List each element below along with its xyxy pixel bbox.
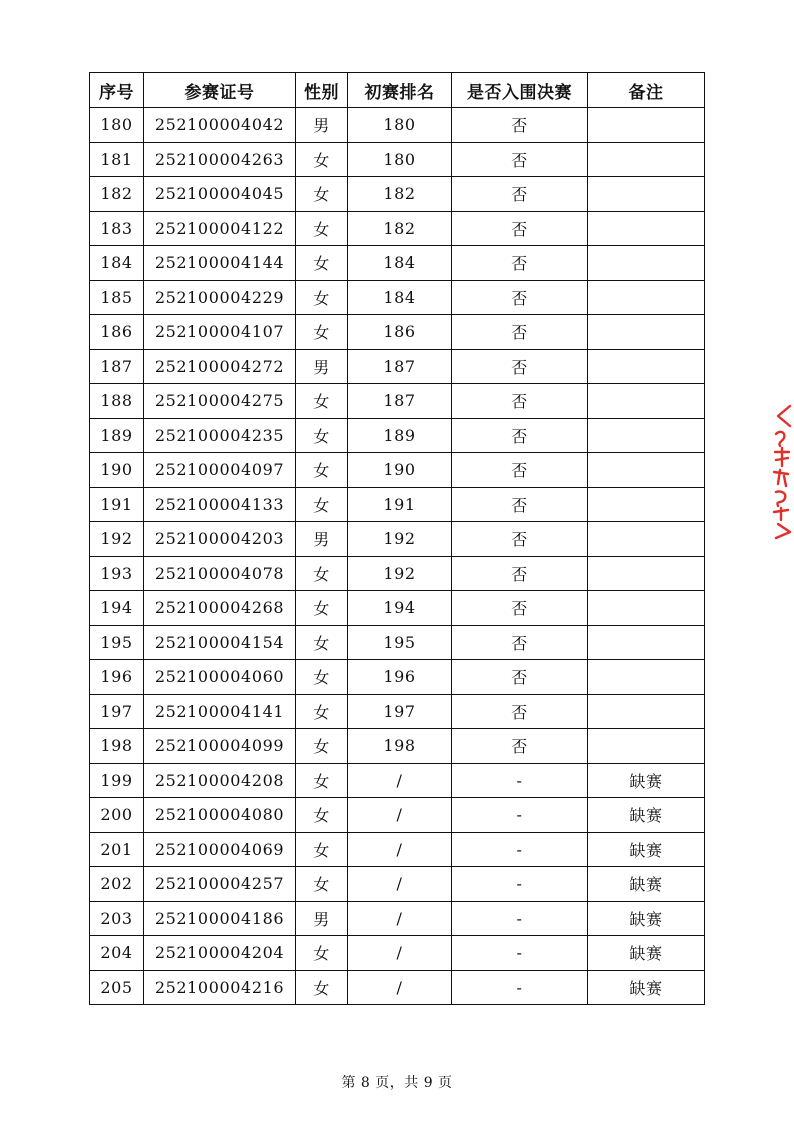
- cell-prelim-rank: 182: [348, 177, 452, 212]
- cell-remarks: [588, 142, 705, 177]
- cell-gender: 女: [296, 694, 348, 729]
- table-row: [90, 763, 705, 798]
- cell-remarks: [588, 384, 705, 419]
- cell-finals-qualified: -: [452, 901, 588, 936]
- cell-finals-qualified: -: [452, 936, 588, 971]
- cell-remarks: [588, 556, 705, 591]
- cell-finals-qualified: 否: [452, 349, 588, 384]
- table-row: [90, 384, 705, 419]
- table-row: [90, 591, 705, 626]
- cell-remarks: [588, 487, 705, 522]
- table-row: [90, 694, 705, 729]
- cell-entry-id: 252100004078: [144, 556, 296, 591]
- cell-finals-qualified: 否: [452, 142, 588, 177]
- cell-gender: 男: [296, 349, 348, 384]
- cell-remarks: [588, 349, 705, 384]
- cell-finals-qualified: 否: [452, 108, 588, 143]
- table-row: [90, 315, 705, 350]
- cell-entry-id: 252100004229: [144, 280, 296, 315]
- cell-prelim-rank: 180: [348, 142, 452, 177]
- cell-entry-id: 252100004235: [144, 418, 296, 453]
- table-row: [90, 453, 705, 488]
- cell-finals-qualified: -: [452, 970, 588, 1005]
- cell-finals-qualified: 否: [452, 729, 588, 764]
- cell-gender: 男: [296, 901, 348, 936]
- cell-finals-qualified: 否: [452, 211, 588, 246]
- cell-entry-id: 252100004154: [144, 625, 296, 660]
- cell-remarks: [588, 108, 705, 143]
- table-row: [90, 211, 705, 246]
- cell-gender: 女: [296, 763, 348, 798]
- cell-remarks: [588, 315, 705, 350]
- cell-finals-qualified: 否: [452, 487, 588, 522]
- cell-finals-qualified: -: [452, 763, 588, 798]
- cell-serial-number: 200: [90, 798, 144, 833]
- cell-gender: 男: [296, 522, 348, 557]
- cell-gender: 女: [296, 625, 348, 660]
- cell-remarks: [588, 418, 705, 453]
- cell-remarks: 缺赛: [588, 798, 705, 833]
- cell-finals-qualified: 否: [452, 246, 588, 281]
- cell-finals-qualified: 否: [452, 384, 588, 419]
- cell-prelim-rank: 190: [348, 453, 452, 488]
- cell-serial-number: 189: [90, 418, 144, 453]
- cell-prelim-rank: /: [348, 867, 452, 902]
- cell-finals-qualified: -: [452, 798, 588, 833]
- table-row: [90, 901, 705, 936]
- cell-gender: 女: [296, 832, 348, 867]
- table-row: [90, 660, 705, 695]
- cell-gender: 女: [296, 487, 348, 522]
- cell-finals-qualified: -: [452, 832, 588, 867]
- cell-entry-id: 252100004141: [144, 694, 296, 729]
- cell-serial-number: 182: [90, 177, 144, 212]
- cell-finals-qualified: 否: [452, 660, 588, 695]
- cell-finals-qualified: -: [452, 867, 588, 902]
- cell-remarks: [588, 177, 705, 212]
- cell-finals-qualified: 否: [452, 418, 588, 453]
- cell-entry-id: 252100004263: [144, 142, 296, 177]
- cell-serial-number: 202: [90, 867, 144, 902]
- cell-entry-id: 252100004275: [144, 384, 296, 419]
- seal-stamp-fragment: [770, 400, 794, 540]
- cell-remarks: 缺赛: [588, 970, 705, 1005]
- cell-remarks: [588, 453, 705, 488]
- page-footer: 第 8 页，共 9 页: [341, 1075, 453, 1091]
- cell-remarks: [588, 211, 705, 246]
- cell-gender: 女: [296, 936, 348, 971]
- cell-serial-number: 183: [90, 211, 144, 246]
- table-row: [90, 798, 705, 833]
- cell-gender: 女: [296, 591, 348, 626]
- cell-entry-id: 252100004069: [144, 832, 296, 867]
- cell-entry-id: 252100004216: [144, 970, 296, 1005]
- cell-gender: 女: [296, 970, 348, 1005]
- cell-finals-qualified: 否: [452, 280, 588, 315]
- red-seal-fragment-icon: [770, 400, 794, 540]
- header-entry-id: 参赛证号: [144, 73, 296, 108]
- cell-gender: 女: [296, 280, 348, 315]
- cell-serial-number: 181: [90, 142, 144, 177]
- cell-entry-id: 252100004257: [144, 867, 296, 902]
- cell-prelim-rank: 197: [348, 694, 452, 729]
- cell-serial-number: 184: [90, 246, 144, 281]
- cell-entry-id: 252100004268: [144, 591, 296, 626]
- cell-prelim-rank: 196: [348, 660, 452, 695]
- cell-prelim-rank: /: [348, 832, 452, 867]
- table-row: [90, 108, 705, 143]
- cell-entry-id: 252100004042: [144, 108, 296, 143]
- cell-prelim-rank: 198: [348, 729, 452, 764]
- cell-gender: 女: [296, 211, 348, 246]
- cell-finals-qualified: 否: [452, 694, 588, 729]
- cell-prelim-rank: /: [348, 936, 452, 971]
- cell-entry-id: 252100004144: [144, 246, 296, 281]
- table-row: [90, 487, 705, 522]
- table-row: [90, 142, 705, 177]
- cell-prelim-rank: 187: [348, 349, 452, 384]
- cell-remarks: [588, 660, 705, 695]
- cell-entry-id: 252100004186: [144, 901, 296, 936]
- cell-finals-qualified: 否: [452, 591, 588, 626]
- cell-serial-number: 196: [90, 660, 144, 695]
- cell-serial-number: 194: [90, 591, 144, 626]
- cell-gender: 女: [296, 798, 348, 833]
- cell-serial-number: 180: [90, 108, 144, 143]
- cell-serial-number: 185: [90, 280, 144, 315]
- cell-remarks: 缺赛: [588, 936, 705, 971]
- cell-prelim-rank: 192: [348, 522, 452, 557]
- cell-serial-number: 186: [90, 315, 144, 350]
- cell-prelim-rank: 195: [348, 625, 452, 660]
- cell-entry-id: 252100004045: [144, 177, 296, 212]
- cell-serial-number: 198: [90, 729, 144, 764]
- cell-serial-number: 191: [90, 487, 144, 522]
- cell-remarks: [588, 729, 705, 764]
- cell-serial-number: 195: [90, 625, 144, 660]
- cell-entry-id: 252100004097: [144, 453, 296, 488]
- cell-serial-number: 192: [90, 522, 144, 557]
- cell-gender: 女: [296, 142, 348, 177]
- results-table: [89, 72, 705, 1005]
- table-row: [90, 280, 705, 315]
- cell-remarks: 缺赛: [588, 901, 705, 936]
- cell-remarks: [588, 246, 705, 281]
- cell-serial-number: 188: [90, 384, 144, 419]
- header-prelim-rank: 初赛排名: [348, 73, 452, 108]
- cell-prelim-rank: /: [348, 901, 452, 936]
- cell-entry-id: 252100004122: [144, 211, 296, 246]
- table-row: [90, 522, 705, 557]
- cell-prelim-rank: 194: [348, 591, 452, 626]
- cell-remarks: 缺赛: [588, 867, 705, 902]
- table-row: [90, 832, 705, 867]
- cell-gender: 女: [296, 453, 348, 488]
- cell-serial-number: 203: [90, 901, 144, 936]
- cell-gender: 女: [296, 660, 348, 695]
- cell-finals-qualified: 否: [452, 522, 588, 557]
- cell-prelim-rank: 189: [348, 418, 452, 453]
- table-body: [90, 108, 705, 1005]
- cell-prelim-rank: /: [348, 763, 452, 798]
- table-row: [90, 177, 705, 212]
- cell-prelim-rank: 184: [348, 246, 452, 281]
- cell-prelim-rank: /: [348, 798, 452, 833]
- cell-entry-id: 252100004208: [144, 763, 296, 798]
- header-remarks: 备注: [588, 73, 705, 108]
- cell-prelim-rank: 184: [348, 280, 452, 315]
- cell-gender: 女: [296, 867, 348, 902]
- cell-remarks: 缺赛: [588, 763, 705, 798]
- cell-remarks: 缺赛: [588, 832, 705, 867]
- table-row: [90, 418, 705, 453]
- header-gender: 性别: [296, 73, 348, 108]
- cell-gender: 女: [296, 556, 348, 591]
- cell-finals-qualified: 否: [452, 556, 588, 591]
- cell-finals-qualified: 否: [452, 315, 588, 350]
- header-serial-number: 序号: [90, 73, 144, 108]
- cell-serial-number: 190: [90, 453, 144, 488]
- cell-finals-qualified: 否: [452, 453, 588, 488]
- cell-gender: 女: [296, 418, 348, 453]
- cell-prelim-rank: 180: [348, 108, 452, 143]
- table-row: [90, 936, 705, 971]
- cell-prelim-rank: 191: [348, 487, 452, 522]
- cell-remarks: [588, 280, 705, 315]
- table-row: [90, 556, 705, 591]
- cell-serial-number: 193: [90, 556, 144, 591]
- cell-serial-number: 201: [90, 832, 144, 867]
- table-row: [90, 625, 705, 660]
- cell-entry-id: 252100004203: [144, 522, 296, 557]
- cell-prelim-rank: 192: [348, 556, 452, 591]
- cell-remarks: [588, 694, 705, 729]
- cell-entry-id: 252100004060: [144, 660, 296, 695]
- cell-finals-qualified: 否: [452, 625, 588, 660]
- cell-entry-id: 252100004272: [144, 349, 296, 384]
- cell-prelim-rank: 186: [348, 315, 452, 350]
- table-header-row: [90, 73, 705, 108]
- cell-gender: 男: [296, 108, 348, 143]
- cell-gender: 女: [296, 729, 348, 764]
- cell-finals-qualified: 否: [452, 177, 588, 212]
- cell-gender: 女: [296, 246, 348, 281]
- cell-serial-number: 199: [90, 763, 144, 798]
- table-row: [90, 729, 705, 764]
- cell-entry-id: 252100004204: [144, 936, 296, 971]
- cell-gender: 女: [296, 315, 348, 350]
- cell-entry-id: 252100004133: [144, 487, 296, 522]
- table-row: [90, 349, 705, 384]
- cell-remarks: [588, 591, 705, 626]
- cell-entry-id: 252100004080: [144, 798, 296, 833]
- cell-serial-number: 204: [90, 936, 144, 971]
- cell-prelim-rank: 182: [348, 211, 452, 246]
- cell-prelim-rank: 187: [348, 384, 452, 419]
- table-row: [90, 867, 705, 902]
- cell-serial-number: 197: [90, 694, 144, 729]
- cell-remarks: [588, 522, 705, 557]
- table-row: [90, 246, 705, 281]
- table-row: [90, 970, 705, 1005]
- header-finals-qualified: 是否入围决赛: [452, 73, 588, 108]
- cell-prelim-rank: /: [348, 970, 452, 1005]
- cell-gender: 女: [296, 384, 348, 419]
- cell-gender: 女: [296, 177, 348, 212]
- cell-serial-number: 205: [90, 970, 144, 1005]
- cell-remarks: [588, 625, 705, 660]
- cell-serial-number: 187: [90, 349, 144, 384]
- cell-entry-id: 252100004107: [144, 315, 296, 350]
- cell-entry-id: 252100004099: [144, 729, 296, 764]
